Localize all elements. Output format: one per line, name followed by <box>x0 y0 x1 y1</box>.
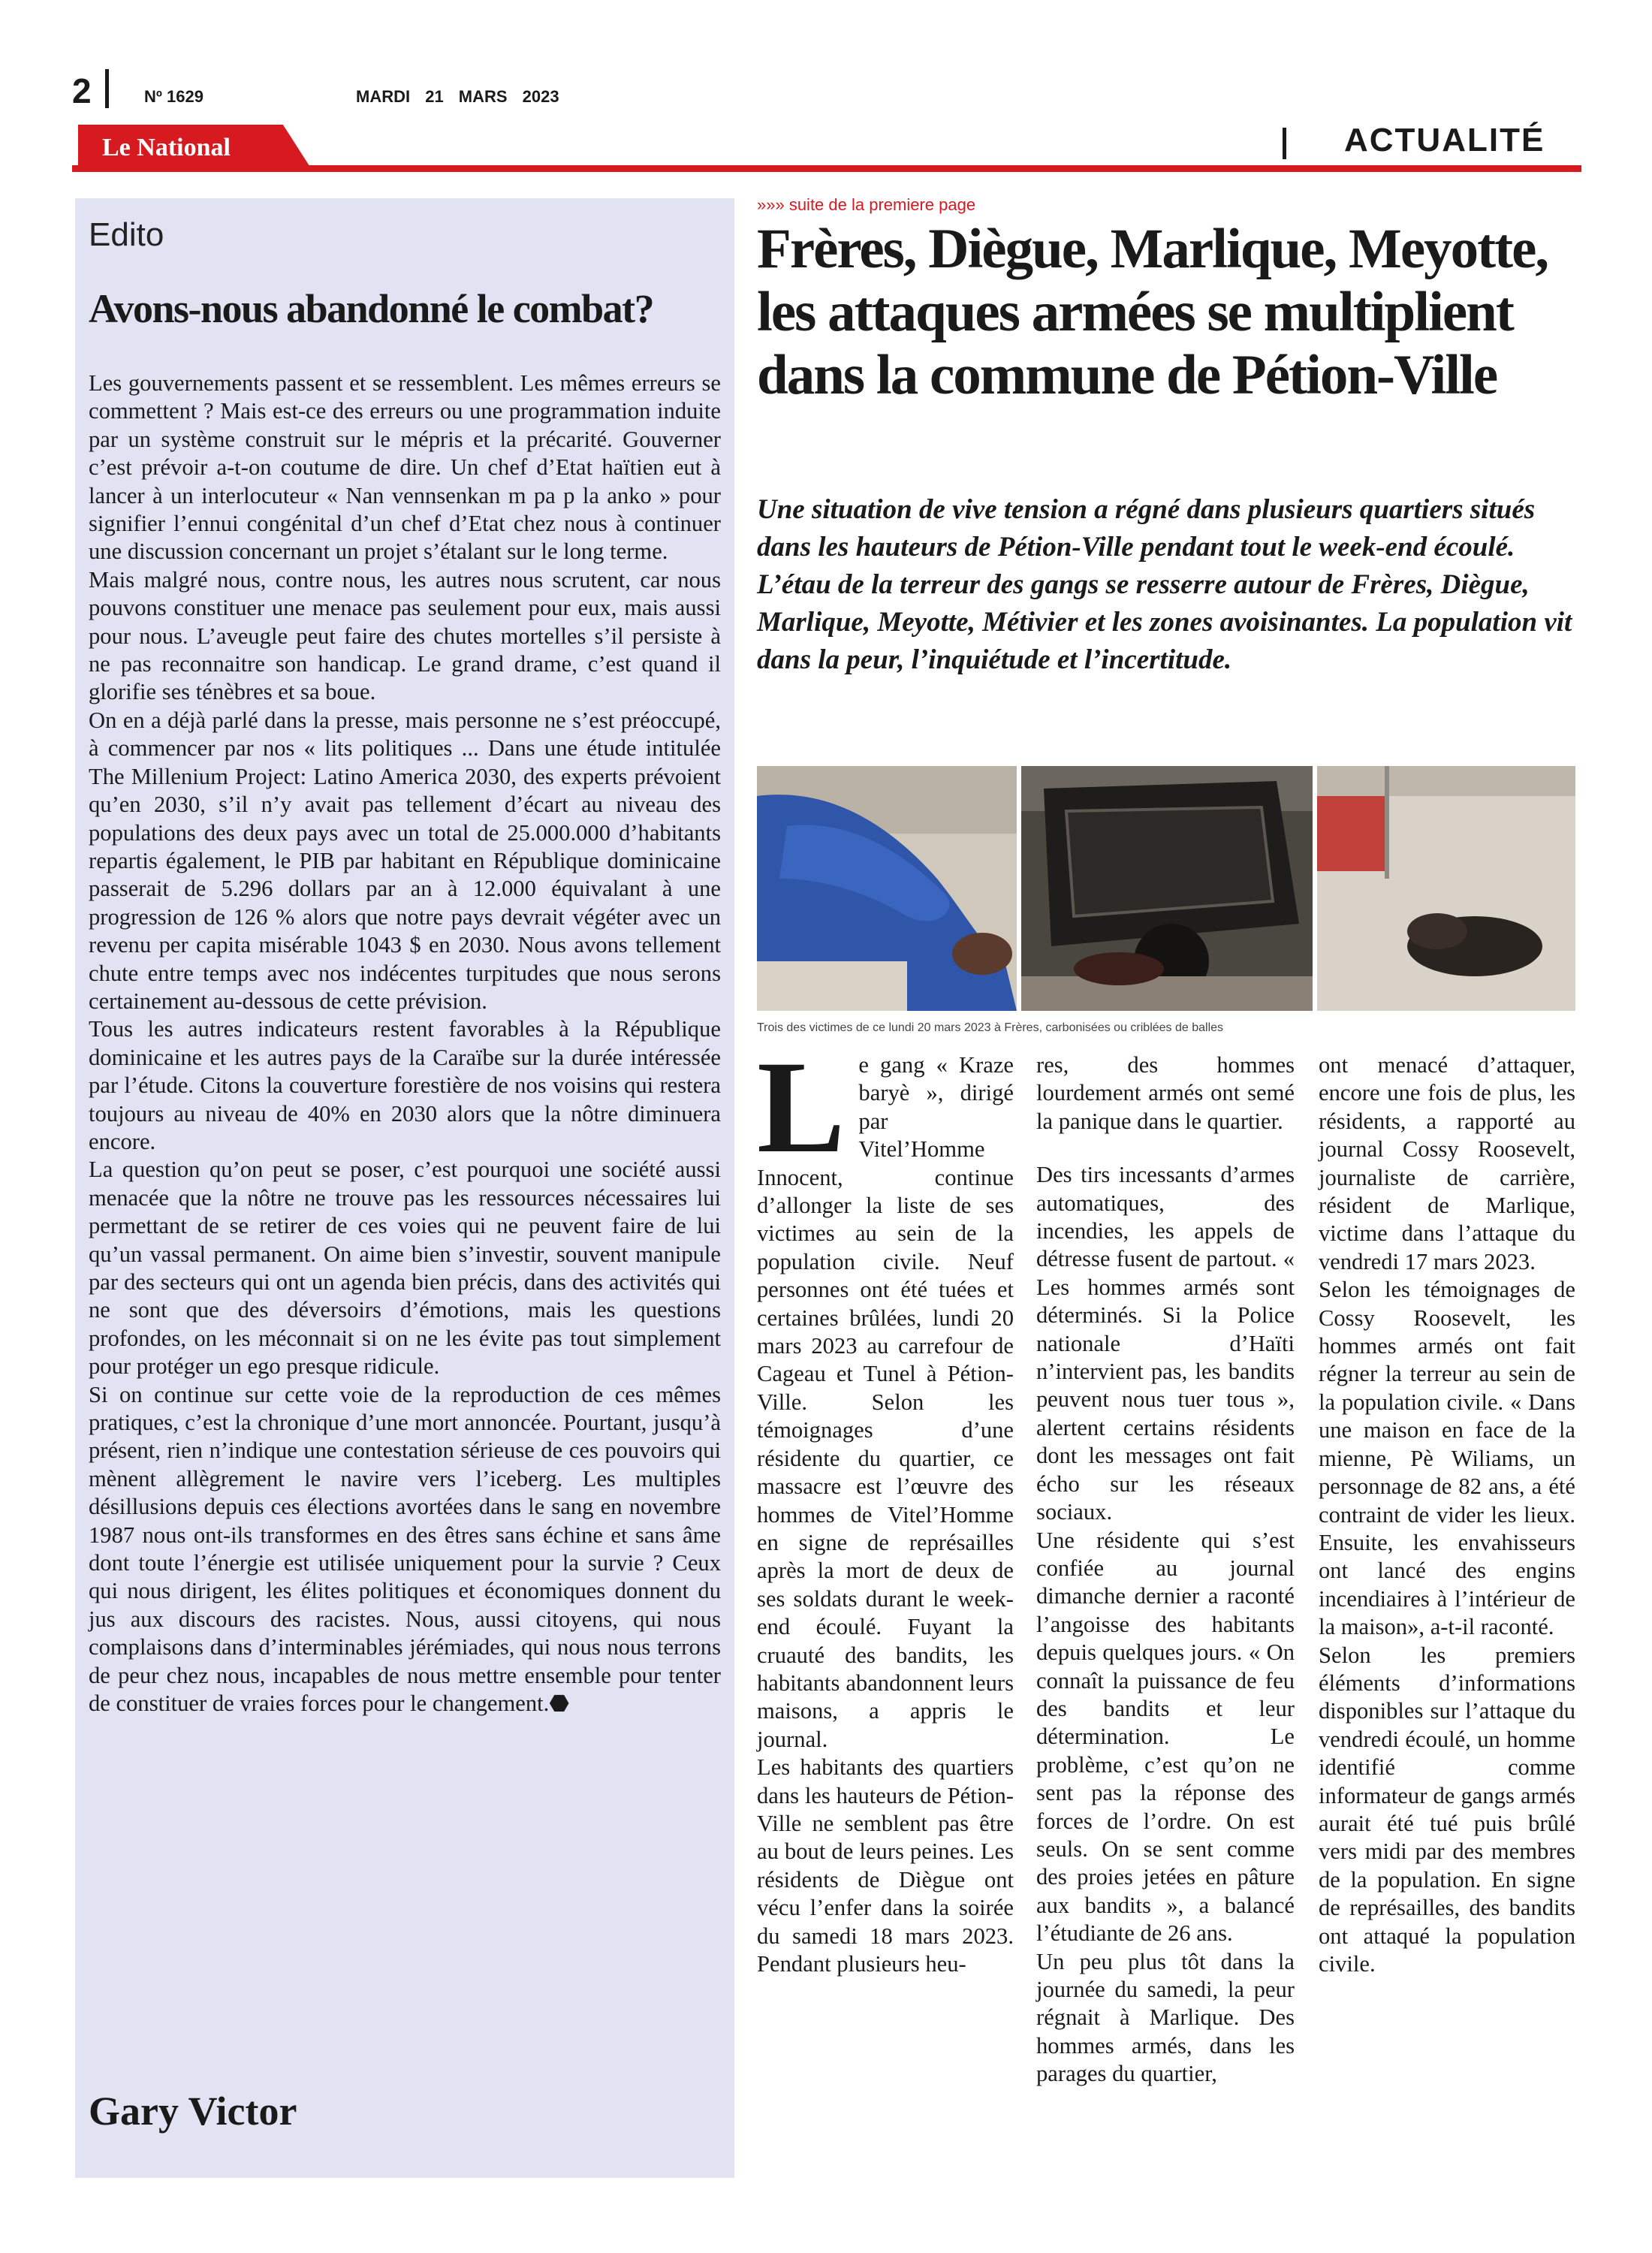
edito-paragraph: Tous les autres indicateurs restent favorables à la République dominicaine et les autres pays de la Caraïbe sur la durée intéressée par l’étude. Citons la couverture forestière de nos voisins qui restera toujours au niveau de 40% en 2030 alors que la nôtre diminuera encore. <box>89 1016 721 1154</box>
section-title: ACTUALITÉ <box>1344 122 1545 158</box>
burned-vehicle-photo <box>1021 766 1313 1011</box>
photo-caption: Trois des victimes de ce lundi 20 mars 2023 à Frères, carbonisées ou criblées de balles <box>757 1021 1224 1034</box>
article-paragraph: Une résidente qui s’est confiée au journal dimanche dernier a raconté l’angoisse des habitants depuis quelques jours. « On connaît la puissance de feu des bandits et leur détermination. Le problème, c’est qu’on ne sent pas la réponse des forces de l’ordre. On est seuls. On se sent comme des proies jetées en pâture aux bandits », a balancé l’étudiante de 26 ans. <box>1036 1527 1295 1947</box>
edito-label: Edito <box>89 216 164 253</box>
issue-date: MARDI 21 MARS 2023 <box>356 87 559 106</box>
article-column-1 <box>757 1034 1014 1978</box>
article-paragraph: ont menacé d’attaquer, encore une fois de plus, les résidents, a rapporté au journal Cossy Roosevelt, journaliste de carrière, résident de Marlique, victime dans l’attaque du vendredi 17 mars 2023. <box>1319 1052 1575 1274</box>
edito-paragraph: La question qu’on peut se poser, c’est pourquoi une société aussi menacée que la nôtre ne trouve pas les ressources nécessaires lui permettant de se retirer de ces voies qui ne peuvent faire de lui qu’un vassal permanent. On aime bien s’investir, souvent manipule par des secteurs qui ont un agenda bien précis, dans des activités qui ne sont que des déversoirs d’émotions, mais les questions profondes, on les méconnait si on ne les évite pas tout simplement pour protéger un ego presque ridicule. <box>89 1157 721 1380</box>
continued-from-kicker: »»» suite de la premiere page <box>757 195 976 214</box>
edito-title: Avons-nous abandonné le combat? <box>89 286 654 331</box>
article-paragraph: e gang « Kraze baryè », dirigé par Vitel’Homme Innocent, continue d’allonger la liste de ses victimes au sein de la population civile. Neuf personnes ont été tuées et certaines brûlées, lundi 20 mars 2023 au carrefour de Cageau et Tunel à Pétion-Ville. Selon les témoignages d’une résidente du quartier, ce massacre est l’œuvre des hommes de Vitel’Homme en signe de représailles après la mort de deux de ses soldats durant le week-end écoulé. Fuyant la cruauté des bandits, les habitants abandonnent leurs maisons, a appris le journal. <box>757 1052 1014 1752</box>
drop-cap: L <box>757 1034 846 1181</box>
paragraph-gap <box>1036 1136 1295 1161</box>
article-column-3 <box>1319 1051 1575 1978</box>
edito-author: Gary Victor <box>89 2089 297 2134</box>
victim-photo-1 <box>757 766 1017 1011</box>
article-column-2 <box>1036 1051 1295 2089</box>
edito-paragraph: Les gouvernements passent et se ressemblent. Les mêmes erreurs se commettent ? Mais est-ce des erreurs ou une programmation induite par un système construit sur le mépris et la précarité. Gouverner c’est prévoir a-t-on coutume de dire. Un chef d’Etat haïtien eut à lancer à un interlocuteur « Nan vennsenkan m pa p la anko » pour signifier l’ennui congénital d’un chef d’Etat chez nous à continuer une discussion concernant un projet s’étalant sur le long terme. <box>89 370 721 565</box>
article-paragraph: Un peu plus tôt dans la journée du samedi, la peur régnait à Marlique. Des hommes armés, dans les parages du quartier, <box>1036 1948 1295 2087</box>
article-paragraph: res, des hommes lourdement armés ont semé la panique dans le quartier. <box>1036 1052 1295 1134</box>
edito-body <box>89 369 721 1718</box>
brand-name: Le National <box>102 134 231 161</box>
edito-paragraph: Mais malgré nous, contre nous, les autres nous scrutent, car nous pouvons constituer une menace pas seulement pour eux, mais aussi pour nous. L’aveugle peut faire des chutes mortelles s’il persiste à ne pas reconnaitre son handicap. Le grand drame, c’est quand il glorifie ses ténèbres et sa boue. <box>89 566 721 705</box>
article-paragraph: Selon les témoignages de Cossy Roosevelt, les hommes armés ont fait régner la terreur au sein de la population civile. « Dans une maison en face de la mienne, Pè Wiliams, un personnage de 82 ans, a été contraint de vider les lieux. Ensuite, les envahisseurs ont lancé des engins incendiaires à l’intérieur de la maison», a-t-il raconté. <box>1319 1277 1575 1640</box>
article-paragraph: Des tirs incessants d’armes automatiques, des incendies, les appels de détresse fusent de partout. « Les hommes armés sont déterminés. Si la Police nationale d’Haïti n’intervient pas, les bandits peuvent nous tuer tous », alertent certains résidents dont les messages ont fait écho sur les réseaux sociaux. <box>1036 1162 1295 1525</box>
issue-number: Nº 1629 <box>144 87 203 106</box>
article-lede: Une situation de vive tension a régné dans plusieurs quartiers situés dans les hauteurs de Pétion-Ville pendant tout le week-end écoulé. L’étau de la terreur des gangs se resserre autour de Frères, Diègue, Marlique, Meyotte, Métivier et les zones avoisinantes. La population vit dans la peur, l’inquiétude et l’incertitude. <box>757 494 1572 675</box>
article-paragraph: Les habitants des quartiers dans les hauteurs de Pétion-Ville ne semblent pas être au bout de leurs peines. Les résidents de Diègue ont vécu l’enfer dans la soirée du samedi 18 mars 2023. Pendant plusieurs heu- <box>757 1754 1014 1977</box>
edito-paragraph: Si on continue sur cette voie de la reproduction de ces mêmes pratiques, c’est la chronique d’une mort annoncée. Pourtant, jusqu’à présent, rien n’indique une contestation sérieuse de ces pouvoirs qui mènent allègrement le navire vers l’iceberg. Les multiples désillusions depuis ces élections avortées dans le sang en novembre 1987 nous ont-ils transformes en des êtres sans échine et sans âme dont toute l’énergie est utilisée uniquement pour la survie ? Ceux qui nous dirigent, les élites politiques et économiques donnent du jus aux discours des racistes. Nous, aussi citoyens, qui nous complaisons dans d’interminables jérémiades, qui nous nous terrons de peur chez nous, incapables de nous mettre ensemble pour tenter de constituer de vraies forces pour le changement.⬣ <box>89 1381 721 1717</box>
page-number: 2 <box>72 71 92 110</box>
section-divider <box>1283 128 1286 159</box>
article-headline: Frères, Diègue, Marlique, Meyotte, les attaques armées se multiplient dans la commune de Pétion-Ville <box>757 218 1548 406</box>
article-paragraph: Selon les premiers éléments d’informations disponibles sur l’attaque du vendredi écoulé, un homme identifié comme informateur de gangs armés aurait été tué puis brûlé vers midi par des membres de la population. En signe de représailles, des bandits ont attaqué la population civile. <box>1319 1642 1575 1977</box>
page-number-divider <box>105 69 109 108</box>
victim-photo-3 <box>1317 766 1575 1011</box>
edito-paragraph: On en a déjà parlé dans la presse, mais personne ne s’est préoccupé, à commencer par nos « lits politiques ... Dans une étude intitulée The Millenium Project: Latino America 2030, des experts prévoient qu’en 2030, s’il n’y avait pas tellement d’écart au niveau des populations des deux pays avec un total de 25.000.000 d’habitants repartis également, le PIB par habitant en République dominicaine passerait de 5.296 dollars par an à 12.000 équivalant à une progression de 126 % alors que notre pays devrait végéter avec un revenu per capita misérable 1043 $ en 2030. Nous avons tellement chute entre temps avec nos indécentes turpitudes que nous serons certainement au-dessous de cette prévision. <box>89 707 721 1014</box>
